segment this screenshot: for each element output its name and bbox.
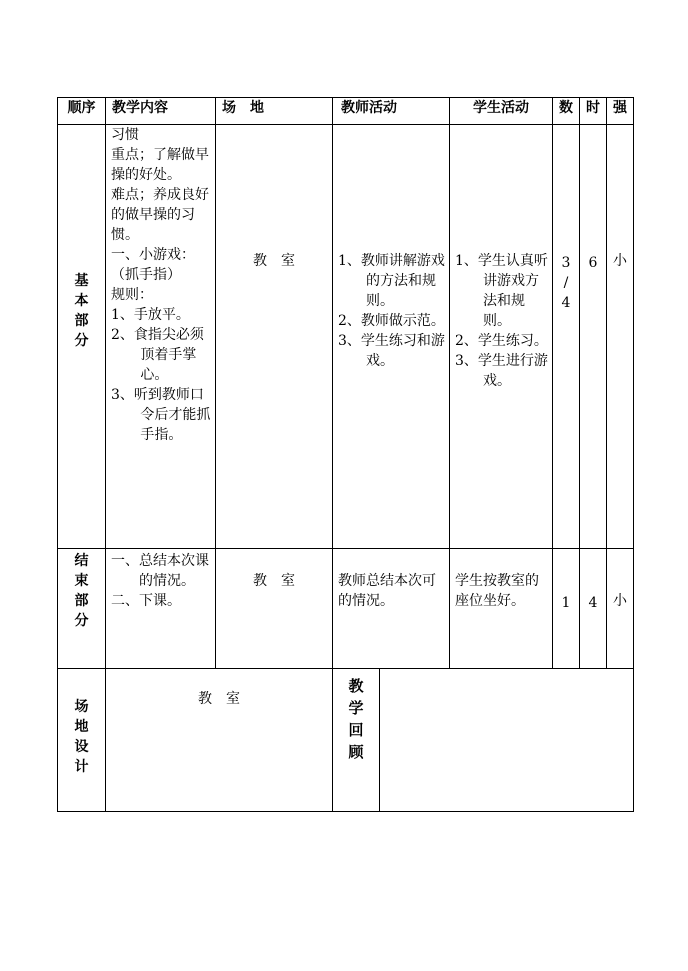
content-line: （抓手指）	[111, 267, 181, 283]
review-cell	[333, 669, 634, 812]
venue-design-label: 场 地 设 计	[58, 669, 106, 812]
basic-student-cell	[450, 125, 553, 549]
content-line: 3、听到教师口令后才能抓手指。	[111, 387, 211, 443]
content-line: 习惯	[111, 127, 139, 143]
header-row	[58, 98, 634, 125]
content-line: 1、手放平。	[111, 307, 190, 323]
content-line: 一、总结本次课的情况。	[111, 553, 209, 589]
ending-section-row	[58, 549, 634, 669]
content-line: 一、小游戏：	[111, 247, 195, 263]
content-line: 重点；了解做早操的好处。	[111, 147, 209, 183]
teaching-review-label: 教 学 回 顾	[333, 669, 380, 811]
basic-section-row	[58, 125, 634, 549]
basic-time-cell: 6	[580, 125, 607, 549]
student-step: 3、学生进行游戏。	[455, 353, 548, 389]
lesson-plan-table	[57, 97, 634, 812]
teacher-step: 2、教师做示范。	[338, 313, 445, 329]
basic-content-cell	[106, 125, 216, 549]
teacher-step: 1、教师讲解游戏的方法和规则。	[338, 253, 445, 309]
header-venue: 场 地	[216, 98, 333, 125]
header-time: 时	[580, 98, 607, 125]
header-intensity: 强	[607, 98, 634, 125]
basic-venue-cell: 教 室	[216, 125, 333, 549]
header-student: 学生活动	[450, 98, 553, 125]
ending-section-label: 结 束 部 分	[58, 549, 106, 669]
ending-teacher-cell: 教师总结本次可的情况。	[333, 549, 450, 669]
basic-section-label: 基 本 部 分	[58, 125, 106, 549]
content-line: 2、食指尖必须顶着手掌心。	[111, 327, 204, 383]
ending-time-cell: 4	[580, 549, 607, 669]
ending-count-cell: 1	[553, 549, 580, 669]
basic-intensity-cell: 小	[607, 125, 634, 549]
ending-intensity-cell: 小	[607, 549, 634, 669]
venue-design-value: 教 室	[106, 669, 333, 812]
header-count: 数	[553, 98, 580, 125]
header-teacher: 教师活动	[333, 98, 450, 125]
basic-count-cell: 3 / 4	[553, 125, 580, 549]
header-order: 顺序	[58, 98, 106, 125]
ending-student-cell: 学生按教室的座位坐好。	[450, 549, 553, 669]
student-step: 2、学生练习。	[455, 333, 548, 349]
header-content: 教学内容	[106, 98, 216, 125]
content-line: 二、下课。	[111, 593, 181, 609]
ending-content-cell	[106, 549, 216, 669]
teacher-step: 3、学生练习和游戏。	[338, 333, 445, 369]
basic-teacher-cell	[333, 125, 450, 549]
student-step: 1、学生认真听讲游戏方法和规则。	[455, 253, 548, 329]
ending-venue-cell: 教 室	[216, 549, 333, 669]
content-line: 规则：	[111, 287, 153, 303]
content-line: 难点；养成良好的做早操的习惯。	[111, 187, 209, 243]
teaching-review-value	[380, 669, 633, 811]
footer-row	[58, 669, 634, 812]
